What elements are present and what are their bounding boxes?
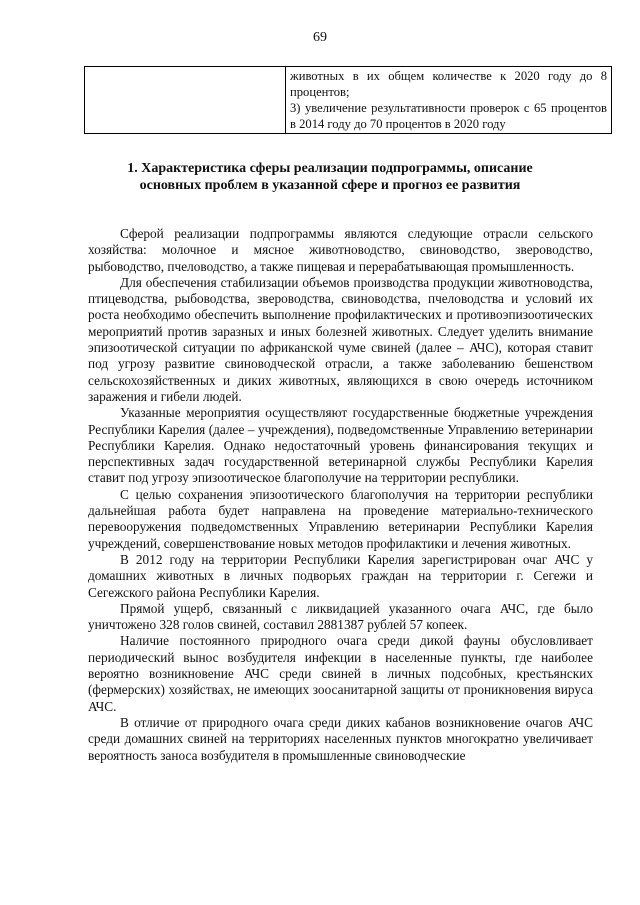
table-cell-text: животных в их общем количестве к 2020 году до 8 процентов;	[290, 69, 607, 99]
paragraph: Для обеспечения стабилизации объемов производства продукции животноводства, птицеводства, рыбоводства, звероводства, свиноводства, пчеловодства и условий их роста необходимо обеспечить выполнение профилактических и противоэпизоотических мероприятий против заразных и иных болезней животных. Следует уделить внимание эпизоотической ситуации по африканской чуме свиней (далее – АЧС), которая ставит под угрозу развитие свиноводческой отрасли, а также заболеванию бешенством сельскохозяйственных и диких животных, являющихся в свою очередь источником заражения и гибели людей.	[88, 274, 593, 404]
table-cell-right	[286, 67, 612, 134]
paragraph: В 2012 году на территории Республики Карелия зарегистрирован очаг АЧС у домашних животных в личных подворьях граждан на территории г. Сегежи и Сегежского района Республики Карелия.	[88, 551, 593, 600]
table-row	[85, 67, 612, 134]
paragraph: Указанные мероприятия осуществляют государственные бюджетные учреждения Республики Карелия (далее – учреждения), подведомственные Управлению ветеринарии Республики Карелия. Однако недостаточный уровень финансирования текущих и перспективных задач государственной ветеринарной службы Республики Карелия ставит под угрозу эпизоотическое благополучие на территории республики.	[88, 405, 593, 486]
table-cell-text: 3) увеличение результативности проверок с 65 процентов в 2014 году до 70 процентов в 2020 году	[290, 101, 607, 131]
table-cell-left	[85, 67, 286, 134]
paragraph: Прямой ущерб, связанный с ликвидацией указанного очага АЧС, где было уничтожено 328 голов свиней, составил 2881387 рублей 57 копеек.	[88, 600, 593, 633]
paragraph: В отличие от природного очага среди диких кабанов возникновение очагов АЧС среди домашних свиней на территориях населенных пунктов многократно увеличивает вероятность заноса возбудителя в промышленные свиноводческие	[88, 714, 593, 763]
continuation-table	[84, 66, 612, 134]
paragraph: С целью сохранения эпизоотического благополучия на территории республики дальнейшая работа будет направлена на проведение материально-технического перевооружения подведомственных Управлению ветеринарии Республики Карелия учреждений, совершенствование новых методов профилактики и лечения животных.	[88, 486, 593, 551]
page-number: 69	[313, 30, 327, 45]
section-heading	[60, 160, 600, 194]
body-text	[88, 226, 593, 764]
paragraph: Наличие постоянного природного очага среди дикой фауны обусловливает периодический вынос возбудителя инфекции в населенные пункты, где наиболее вероятно возникновение АЧС среди свиней в личных подсобных, крестьянских (фермерских) хозяйствах, не имеющих зоосанитарной защиты от проникновения вируса АЧС.	[88, 633, 593, 714]
paragraph: Сферой реализации подпрограммы являются следующие отрасли сельского хозяйства: молочное и мясное животноводство, свиноводство, звероводство, рыбоводство, пчеловодство, а также пищевая и перерабатывающая промышленность.	[88, 226, 593, 274]
section-heading-line: основных проблем в указанной сфере и прогноз ее развития	[139, 178, 521, 193]
section-heading-line: 1. Характеристика сферы реализации подпрограммы, описание	[127, 161, 533, 176]
